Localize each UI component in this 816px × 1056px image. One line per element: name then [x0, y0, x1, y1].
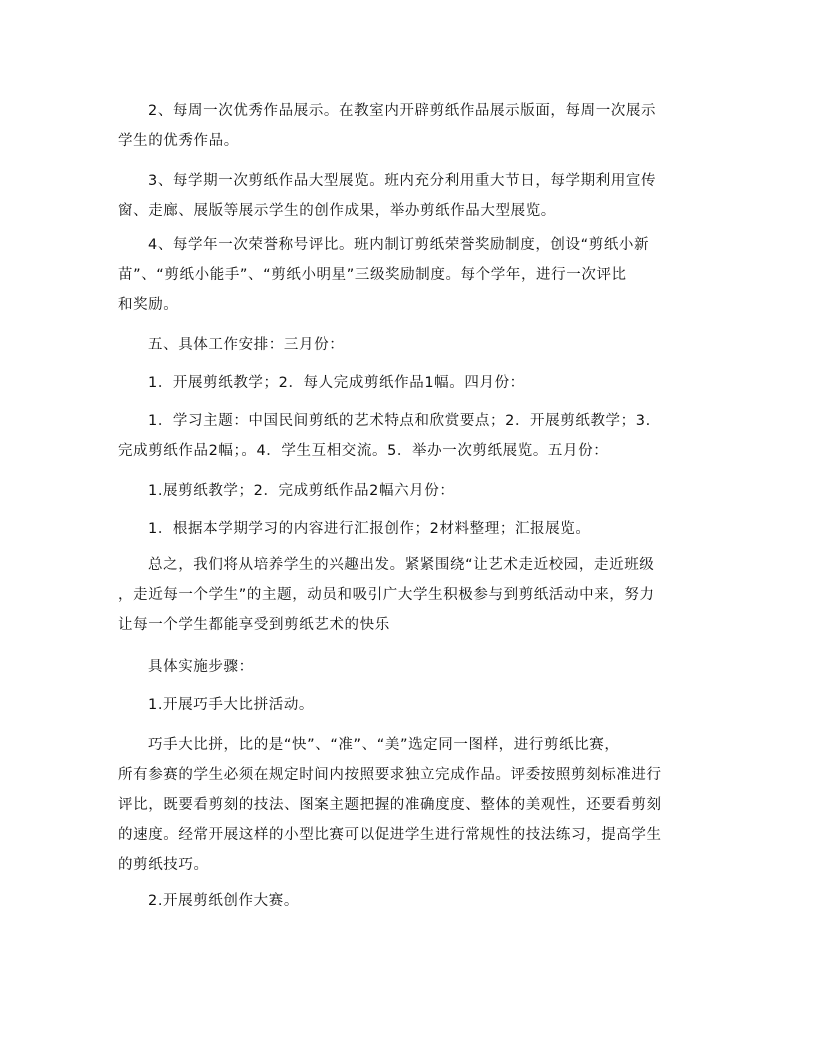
paragraph-skill-contest — [118, 730, 700, 880]
text-line: 让每一个学生都能享受到剪纸艺术的快乐 — [118, 617, 390, 633]
text-line: ，走近每一个学生”的主题，动员和吸引广大学生积极参与到剪纸活动中来，努力 — [118, 587, 655, 603]
paragraph-semester-exhibition — [118, 166, 700, 226]
text-line: 1.展剪纸教学；2．完成剪纸作品2幅六月份： — [148, 483, 455, 499]
text-line: 2.开展剪纸创作大赛。 — [148, 893, 299, 909]
text-line: 完成剪纸作品2幅；。4．学生互相交流。5．举办一次剪纸展览。五月份： — [118, 443, 609, 459]
text-line: 1．学习主题：中国民间剪纸的艺术特点和欣赏要点；2．开展剪纸教学；3. — [148, 413, 651, 429]
text-line: 五、具体工作安排：三月份： — [148, 337, 345, 353]
text-line: 学生的优秀作品。 — [118, 133, 239, 149]
text-line: 总之，我们将从培养学生的兴趣出发。紧紧围绕“让艺术走近校园，走近班级 — [148, 557, 655, 573]
paragraph-march — [118, 368, 700, 398]
paragraph-summary — [118, 550, 700, 640]
paragraph-annual-award — [118, 230, 700, 320]
text-line: 窗、走廊、展版等展示学生的创作成果，举办剪纸作品大型展览。 — [118, 203, 556, 219]
text-line: 评比，既要看剪刻的技法、图案主题把握的准确度度、整体的美观性，还要看剪刻 — [118, 797, 662, 813]
text-line: 和奖励。 — [118, 297, 179, 313]
paragraph-weekly-showcase — [118, 96, 700, 156]
section-heading-steps — [118, 652, 700, 682]
text-line: 巧手大比拼，比的是“快”、“准”、“美”选定同一图样，进行剪纸比赛， — [148, 737, 620, 753]
section-heading-schedule — [118, 330, 700, 360]
text-line: 所有参赛的学生必须在规定时间内按照要求独立完成作品。评委按照剪刻标准进行 — [118, 767, 662, 783]
text-line: 3、每学期一次剪纸作品大型展览。班内充分利用重大节日，每学期利用宣传 — [148, 173, 657, 189]
paragraph-april — [118, 406, 700, 466]
text-line: 1．开展剪纸教学；2．每人完成剪纸作品1幅。四月份： — [148, 375, 525, 391]
text-line: 1.开展巧手大比拼活动。 — [148, 697, 315, 713]
heading-skill-contest — [118, 690, 700, 720]
text-line: 2、每周一次优秀作品展示。在教室内开辟剪纸作品展示版面，每周一次展示 — [148, 103, 657, 119]
text-line: 具体实施步骤： — [148, 659, 254, 675]
text-line: 4、每学年一次荣誉称号评比。班内制订剪纸荣誉奖励制度，创设“剪纸小新 — [148, 237, 650, 253]
paragraph-june — [118, 514, 700, 544]
text-line: 1．根据本学期学习的内容进行汇报创作；2材料整理；汇报展览。 — [148, 521, 591, 537]
heading-creation-contest — [118, 886, 700, 916]
text-line: 的速度。经常开展这样的小型比赛可以促进学生进行常规性的技法练习，提高学生 — [118, 827, 662, 843]
text-line: 苗”、“剪纸小能手”、“剪纸小明星”三级奖励制度。每个学年，进行一次评比 — [118, 267, 627, 283]
paragraph-may — [118, 476, 700, 506]
text-line: 的剪纸技巧。 — [118, 857, 209, 873]
